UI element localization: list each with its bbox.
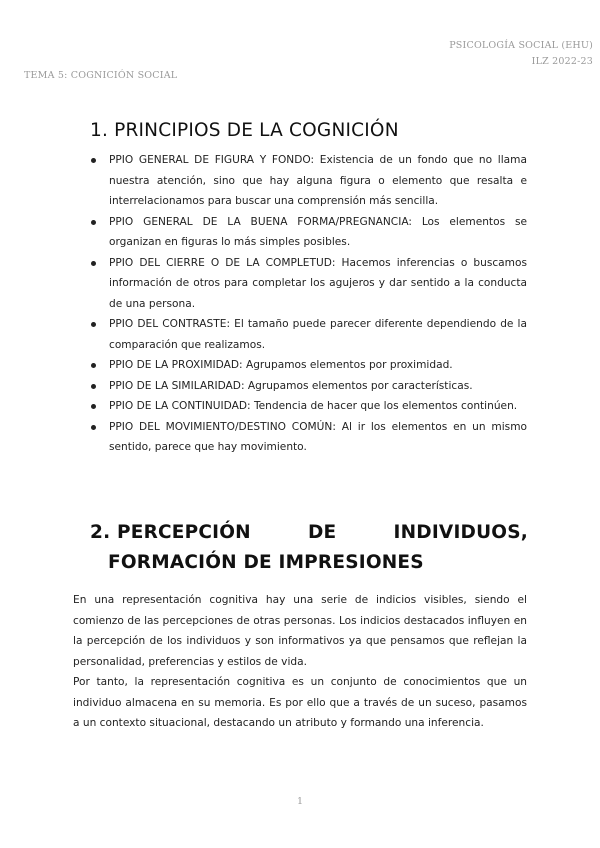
section-2-title-line2: FORMACIÓN DE IMPRESIONES [108, 552, 424, 573]
list-item: PPIO DEL CONTRASTE: El tamaño puede parecer diferente dependiendo de la comparación que realizamos. [90, 314, 527, 355]
list-item: PPIO GENERAL DE LA BUENA FORMA/PREGNANCIA: Los elementos se organizan en figuras lo más simples posibles. [90, 212, 527, 253]
page-number: 1 [296, 796, 304, 807]
paragraph: Por tanto, la representación cognitiva es un conjunto de conocimientos que un individuo almacena en su memoria. Es por ello que a través de un suceso, pasamos a un contexto situacional, destacando un atributo y formando una inferencia. [73, 676, 527, 729]
section-2-number: 2. [90, 522, 111, 543]
list-item: PPIO DEL MOVIMIENTO/DESTINO COMÚN: Al ir los elementos en un mismo sentido, parece que hay movimiento. [90, 417, 527, 458]
section-1-title: PRINCIPIOS DE LA COGNICIÓN [114, 120, 399, 141]
list-item: PPIO DE LA PROXIMIDAD: Agrupamos elementos por proximidad. [90, 355, 527, 376]
course-label: PSICOLOGÍA SOCIAL (EHU) [449, 40, 593, 51]
topic-label: TEMA 5: COGNICIÓN SOCIAL [24, 70, 178, 81]
section-2-title-word: PERCEPCIÓN [116, 522, 251, 543]
paragraph: En una representación cognitiva hay una serie de indicios visibles, siendo el comienzo de las percepciones de otras personas. Los indicios destacados influyen en la percepción de los individuos y son informativos ya que pensamos que reflejan la personalidad, preferencias y estilos de vida. [73, 594, 527, 668]
section-2-heading [90, 518, 528, 578]
section-2-title-word: DE [307, 522, 337, 543]
list-item: PPIO DEL CIERRE O DE LA COMPLETUD: Hacemos inferencias o buscamos información de otros para completar los agujeros y dar sentido a la conducta de una persona. [90, 253, 527, 315]
page-header-right [449, 38, 593, 70]
section-2-body [73, 590, 527, 734]
year-label: ILZ 2022-23 [531, 56, 593, 67]
list-item: PPIO GENERAL DE FIGURA Y FONDO: Existencia de un fondo que no llama nuestra atención, sino que hay alguna figura o elemento que resalta e interrelacionamos para buscar una comprensión más sencilla. [90, 150, 527, 212]
section-1-number: 1. [90, 120, 109, 141]
section-1-heading [90, 120, 528, 141]
section-2-title-word: INDIVIDUOS, [393, 522, 528, 543]
list-item: PPIO DE LA SIMILARIDAD: Agrupamos elementos por características. [90, 376, 527, 397]
list-item: PPIO DE LA CONTINUIDAD: Tendencia de hacer que los elementos continúen. [90, 396, 527, 417]
principles-list [90, 150, 527, 458]
